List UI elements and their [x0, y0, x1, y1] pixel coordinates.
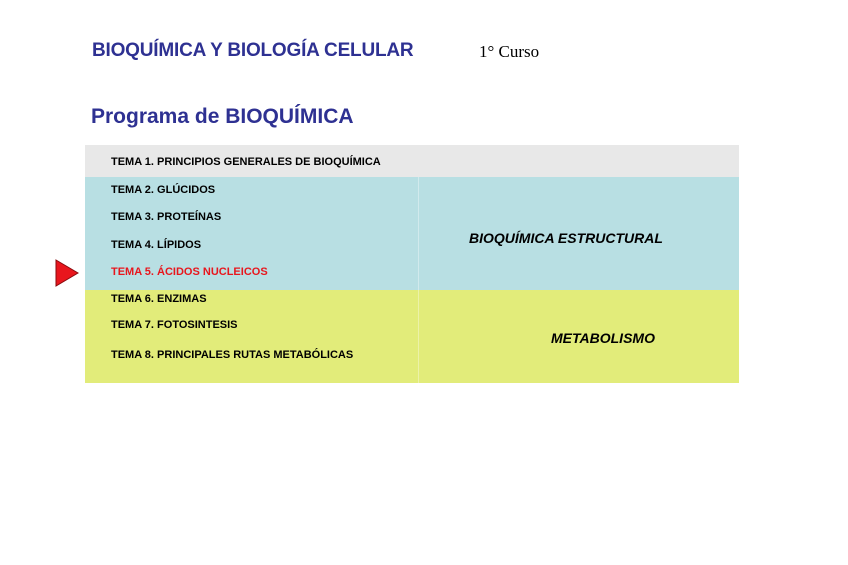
tema-2: TEMA 2. GLÚCIDOS [111, 184, 216, 196]
tema-7: TEMA 7. FOTOSINTESIS [111, 319, 238, 331]
tema-3: TEMA 3. PROTEÍNAS [111, 211, 222, 223]
program-title: Programa de BIOQUÍMICA [91, 105, 354, 128]
tema-4: TEMA 4. LÍPIDOS [111, 239, 202, 251]
tema-8: TEMA 8. PRINCIPALES RUTAS METABÓLICAS [111, 349, 354, 361]
section-metabolism-label: METABOLISMO [551, 330, 655, 346]
course-year: 1° Curso [479, 42, 540, 61]
section-structural-label: BIOQUÍMICA ESTRUCTURAL [469, 230, 663, 246]
triangle-right-icon [55, 259, 79, 287]
tema-6: TEMA 6. ENZIMAS [111, 293, 207, 305]
course-title: BIOQUÍMICA Y BIOLOGÍA CELULAR [92, 40, 414, 61]
tema-5-current: TEMA 5. ÁCIDOS NUCLEICOS [111, 266, 268, 278]
program-table [85, 145, 739, 383]
column-divider [418, 177, 419, 383]
tema-1: TEMA 1. PRINCIPIOS GENERALES DE BIOQUÍMICA [111, 156, 381, 168]
